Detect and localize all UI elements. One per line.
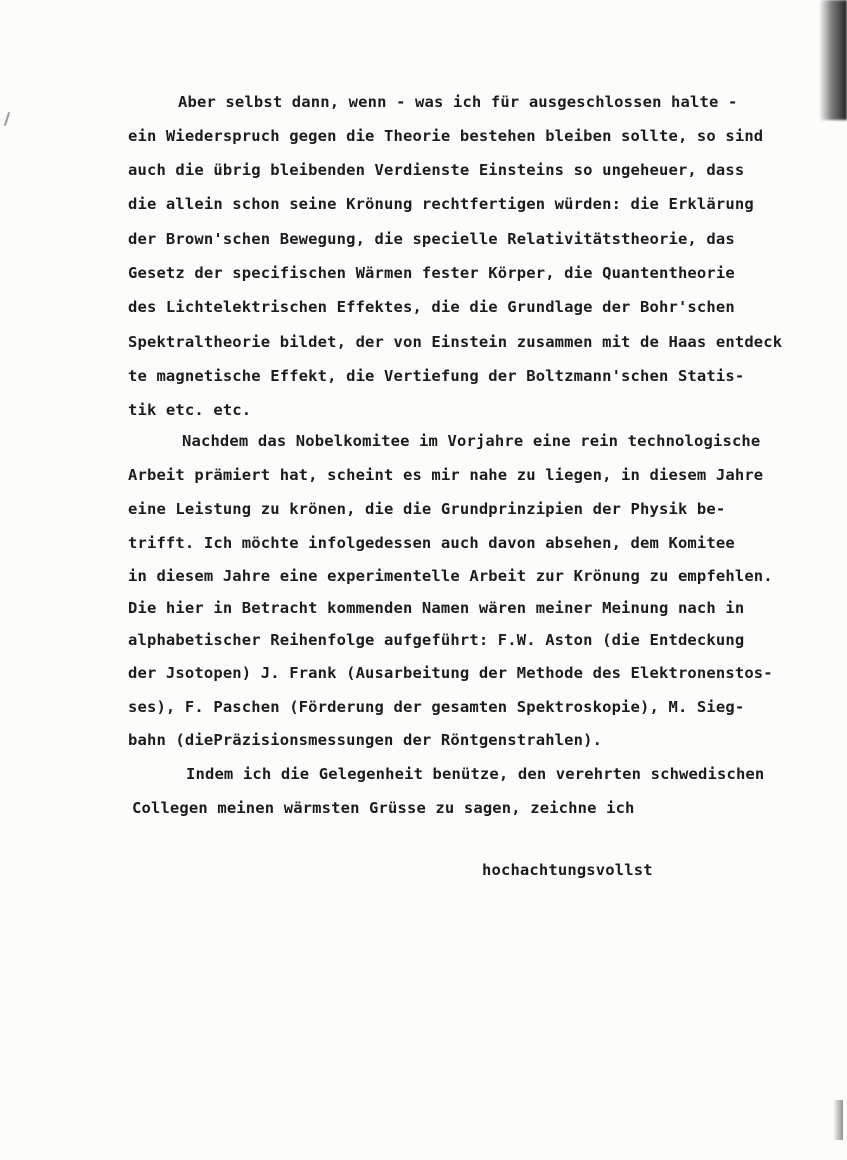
text-line: alphabetischer Reihenfolge aufgeführt: F.W. Aston (die Entdeckung — [128, 631, 745, 649]
text-line: eine Leistung zu krönen, die die Grundprinzipien der Physik be- — [128, 500, 726, 518]
text-line: trifft. Ich möchte infolgedessen auch davon absehen, dem Komitee — [128, 534, 735, 552]
text-line: in diesem Jahre eine experimentelle Arbeit zur Krönung zu empfehlen. — [128, 567, 773, 585]
text-line: der Brown'schen Bewegung, die specielle Relativitätstheorie, das — [128, 230, 735, 248]
text-line: Collegen meinen wärmsten Grüsse zu sagen, zeichne ich — [132, 799, 635, 817]
text-line: te magnetische Effekt, die Vertiefung der Boltzmann'schen Statis- — [128, 367, 745, 385]
text-line: ses), F. Paschen (Förderung der gesamten Spektroskopie), M. Sieg- — [128, 698, 745, 716]
margin-mark — [4, 112, 10, 126]
text-line: Gesetz der specifischen Wärmen fester Körper, die Quantentheorie — [128, 264, 735, 282]
text-line: Arbeit prämiert hat, scheint es mir nahe zu liegen, in diesem Jahre — [128, 466, 764, 484]
text-line: tik etc. etc. — [128, 401, 252, 419]
text-line: bahn (diePräzisionsmessungen der Röntgenstrahlen). — [128, 731, 603, 749]
text-line: Indem ich die Gelegenheit benütze, den verehrten schwedischen — [186, 765, 765, 783]
scan-edge-shadow-bottom — [833, 1100, 843, 1140]
text-line: Die hier in Betracht kommenden Namen wären meiner Meinung nach in — [128, 599, 745, 617]
text-line: Nachdem das Nobelkomitee im Vorjahre eine rein technologische — [182, 432, 761, 450]
text-line: die allein schon seine Krönung rechtfertigen würden: die Erklärung — [128, 195, 754, 213]
text-line: Aber selbst dann, wenn - was ich für ausgeschlossen halte - — [178, 93, 738, 111]
scan-edge-shadow — [819, 0, 847, 120]
text-line: auch die übrig bleibenden Verdienste Einsteins so ungeheuer, dass — [128, 161, 745, 179]
text-line: des Lichtelektrischen Effektes, die die Grundlage der Bohr'schen — [128, 298, 735, 316]
text-line: der Jsotopen) J. Frank (Ausarbeitung der Methode des Elektronenstos- — [128, 664, 773, 682]
closing-salutation: hochachtungsvollst — [482, 861, 653, 879]
text-line: Spektraltheorie bildet, der von Einstein zusammen mit de Haas entdeck — [128, 333, 783, 351]
text-line: ein Wiederspruch gegen die Theorie bestehen bleiben sollte, so sind — [128, 127, 764, 145]
